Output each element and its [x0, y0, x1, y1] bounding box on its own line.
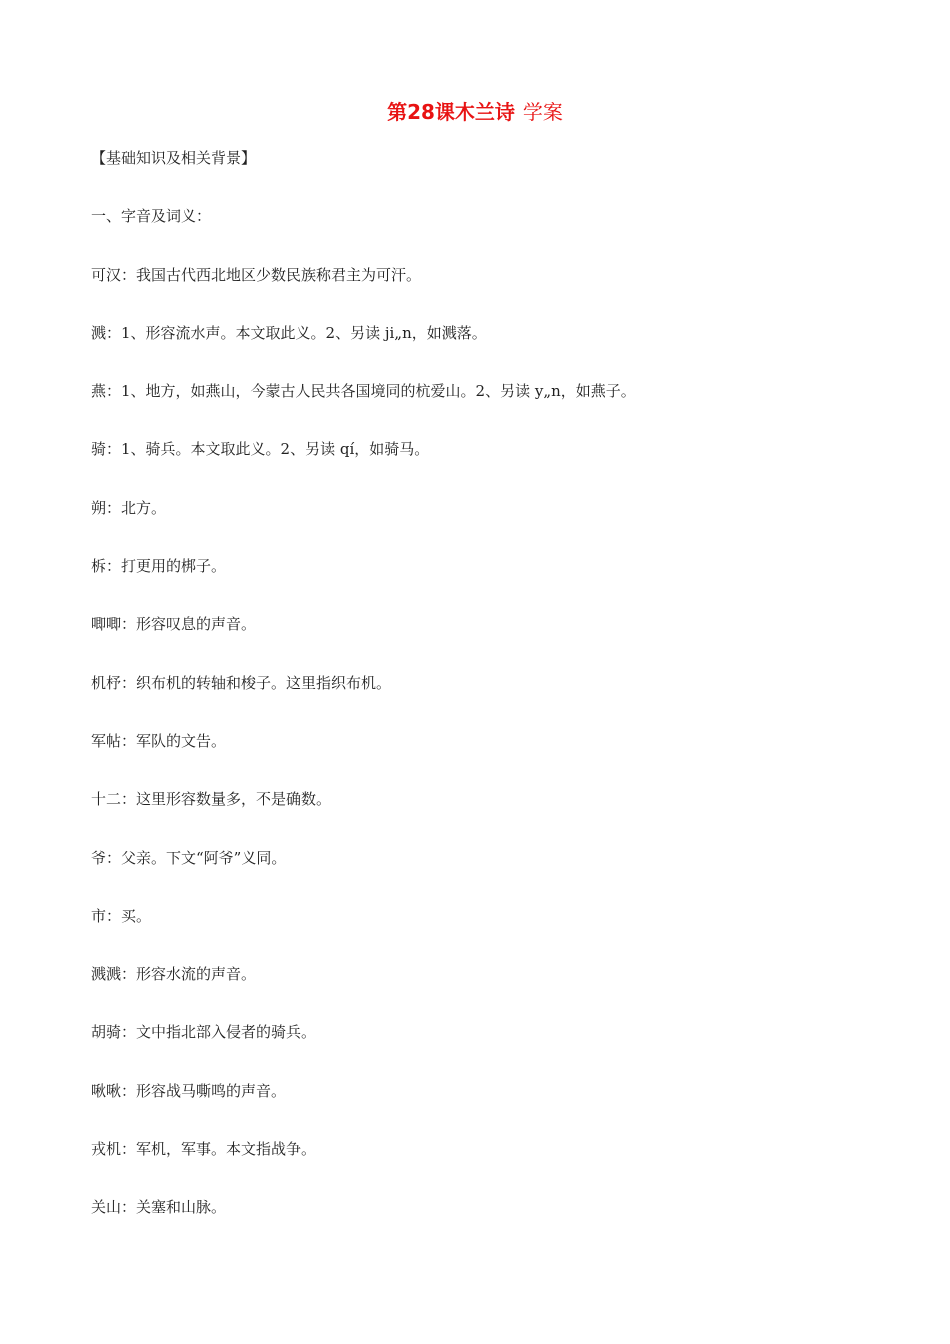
- vocab-entry: 爷：父亲。下文“阿爷”义同。: [91, 848, 287, 867]
- vocab-entry: 燕：1、地方，如燕山，今蒙古人民共各国境同的杭爱山。2、另读 y„n，如燕子。: [91, 382, 636, 401]
- title-sub: 学案: [522, 100, 563, 124]
- vocab-entry: 市：买。: [91, 906, 152, 925]
- vocab-entry: 溅：1、形容流水声。本文取此义。2、另读 ji„n，如溅落。: [91, 323, 487, 342]
- document-body: [91, 147, 871, 1255]
- vocab-entry: 胡骑：文中指北部入侵者的骑兵。: [91, 1023, 317, 1042]
- section-heading: 【基础知识及相关背景】: [91, 149, 257, 167]
- subsection-heading: 一、字音及词义：: [91, 207, 212, 226]
- vocab-entry: 骑：1、骑兵。本文取此义。2、另读 qí，如骑马。: [91, 440, 430, 459]
- vocab-entry: 柝：打更用的梆子。: [91, 557, 227, 576]
- vocab-entry: 关山：关塞和山脉。: [91, 1198, 227, 1217]
- vocab-entry: 机杼：织布机的转轴和梭子。这里指织布机。: [91, 673, 392, 692]
- vocab-entry: 军帖：军队的文告。: [91, 731, 227, 750]
- document-title: [0, 98, 950, 126]
- vocab-entry: 溅溅：形容水流的声音。: [91, 965, 257, 984]
- vocab-entry: 朔：北方。: [91, 498, 167, 517]
- vocab-entry: 唧唧：形容叹息的声音。: [91, 615, 257, 634]
- vocab-entry: 可汉：我国古代西北地区少数民族称君主为可汗。: [91, 265, 422, 284]
- title-main: 第28课木兰诗: [387, 100, 515, 124]
- vocab-entry: 啾啾：形容战马嘶鸣的声音。: [91, 1081, 287, 1100]
- vocab-entry: 十二：这里形容数量多，不是确数。: [91, 790, 332, 809]
- vocab-entry: 戎机：军机，军事。本文指战争。: [91, 1140, 317, 1159]
